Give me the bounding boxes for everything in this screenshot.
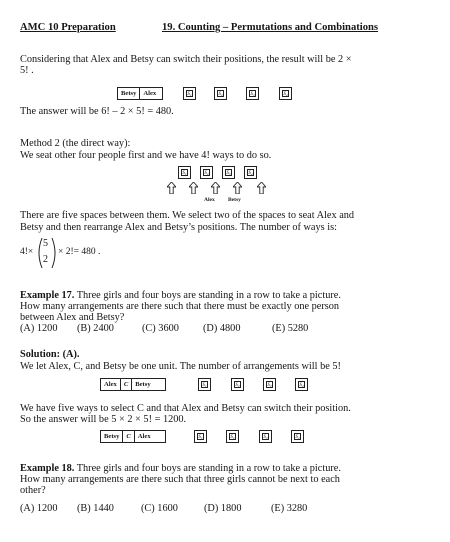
- choice-d: (D) 1800: [204, 503, 242, 514]
- para4-line1: We have five ways to select C and that Alex and Betsy can switch their position.: [20, 403, 351, 414]
- seat-box: [214, 87, 227, 100]
- up-arrow-icon: [167, 182, 176, 194]
- up-arrow-icon: [257, 182, 266, 194]
- example18-line1: [20, 463, 341, 474]
- example18-line3: other?: [20, 485, 46, 496]
- seat-box: [178, 166, 191, 179]
- formula-suffix: × 2!= 480 .: [58, 247, 101, 257]
- seat-label: S₂: [218, 92, 223, 97]
- up-arrow-icon: [189, 182, 198, 194]
- seat-box: [194, 430, 207, 443]
- binomial-bottom: 2: [43, 254, 48, 265]
- solution-label: Solution: (A).: [20, 349, 80, 360]
- seat-label: S₁: [198, 435, 203, 440]
- para2: The answer will be 6! – 2 × 5! = 480.: [20, 106, 174, 117]
- seat-label: S₄: [295, 435, 300, 440]
- choice-c: (C) 1600: [141, 503, 178, 514]
- seat-box: [222, 166, 235, 179]
- example17-choices: [20, 323, 420, 334]
- seat-box: [244, 166, 257, 179]
- seat-box: [246, 87, 259, 100]
- seat-label: S₂: [235, 383, 240, 388]
- unit-name-1: Betsy: [104, 433, 120, 440]
- seat-label: S₃: [226, 171, 231, 176]
- up-arrow-icon: [233, 182, 242, 194]
- seat-box: [291, 430, 304, 443]
- example18-choices: [20, 503, 420, 514]
- seat-label: S₃: [250, 92, 255, 97]
- example17-line3: between Alex and Betsy?: [20, 312, 125, 323]
- unit-name-3: Betsy: [135, 381, 151, 388]
- example18-text: Three girls and four boys are standing in a row to take a picture.: [74, 463, 341, 474]
- unit-name-2: C: [123, 381, 129, 388]
- pair-name-2: Alex: [143, 90, 157, 97]
- para3-line2: Betsy and then rearrange Alex and Betsy’s positions. The number of ways is:: [20, 222, 337, 233]
- seat-label: S₄: [283, 92, 288, 97]
- unit-name-3: Alex: [137, 433, 151, 440]
- unit-box: [100, 378, 166, 391]
- example18-label: Example 18.: [20, 463, 75, 474]
- header-left: AMC 10 Preparation: [20, 22, 116, 33]
- unit-name-2: C: [126, 433, 131, 440]
- choice-b: (B) 2400: [77, 323, 114, 334]
- seat-label: S₄: [299, 383, 304, 388]
- seat-label: S₁: [187, 92, 192, 97]
- alex-label: Alex: [204, 197, 215, 203]
- seating-row-2: [0, 166, 450, 181]
- seat-label: S₁: [202, 383, 207, 388]
- choice-e: (E) 3280: [271, 503, 308, 514]
- seat-box: [295, 378, 308, 391]
- choice-e: (E) 5280: [272, 323, 309, 334]
- seat-box: [226, 430, 239, 443]
- example17-line1: [20, 290, 341, 301]
- solution-line1: We let Alex, C, and Betsy be one unit. The number of arrangements will be 5!: [20, 361, 341, 372]
- seat-box: [263, 378, 276, 391]
- seat-label: S₄: [248, 171, 253, 176]
- seating-row-4: [0, 430, 450, 445]
- example18-line2: How many arrangements are there such that three girls cannot be next to each: [20, 474, 340, 485]
- choice-c: (C) 3600: [142, 323, 179, 334]
- para4-line2: So the answer will be 5 × 2 × 5! = 1200.: [20, 414, 187, 425]
- binomial-top: 5: [43, 238, 48, 249]
- header-right: 19. Counting – Permutations and Combinations: [162, 22, 379, 33]
- example17-line2: How many arrangements are there such that there must be exactly one person: [20, 301, 340, 312]
- seating-row-1: [0, 87, 450, 102]
- choice-a: (A) 1200: [20, 503, 58, 514]
- seat-box: [231, 378, 244, 391]
- formula-prefix: 4!×: [20, 247, 34, 257]
- seat-label: S₂: [204, 171, 209, 176]
- para1-line2: 5! .: [20, 65, 34, 76]
- seat-label: S₃: [263, 435, 268, 440]
- seat-label: S₁: [182, 171, 187, 176]
- pair-name-1: Betsy: [121, 90, 137, 97]
- method2-line: We seat other four people first and we have 4! ways to do so.: [20, 150, 272, 161]
- betsy-label: Betsy: [228, 197, 241, 203]
- para1-line1: Considering that Alex and Betsy can switch their positions, the result will be 2 ×: [20, 54, 352, 65]
- pair-box: [117, 87, 163, 100]
- choice-b: (B) 1440: [77, 503, 114, 514]
- unit-name-1: Alex: [104, 381, 117, 388]
- seat-box: [198, 378, 211, 391]
- seat-box: [200, 166, 213, 179]
- choice-d: (D) 4800: [203, 323, 241, 334]
- seat-label: S₂: [230, 435, 235, 440]
- up-arrow-icon: [211, 182, 220, 194]
- example17-label: Example 17.: [20, 290, 75, 301]
- seat-label: S₃: [267, 383, 272, 388]
- seat-box: [183, 87, 196, 100]
- example17-text: Three girls and four boys are standing in a row to take a picture.: [74, 290, 341, 301]
- seat-box: [279, 87, 292, 100]
- choice-a: (A) 1200: [20, 323, 58, 334]
- seating-row-3: [0, 378, 450, 393]
- para3-line1: There are five spaces between them. We select two of the spaces to seat Alex and: [20, 210, 355, 221]
- unit-box: [100, 430, 166, 443]
- seat-box: [259, 430, 272, 443]
- method2-title: Method 2 (the direct way):: [20, 138, 131, 149]
